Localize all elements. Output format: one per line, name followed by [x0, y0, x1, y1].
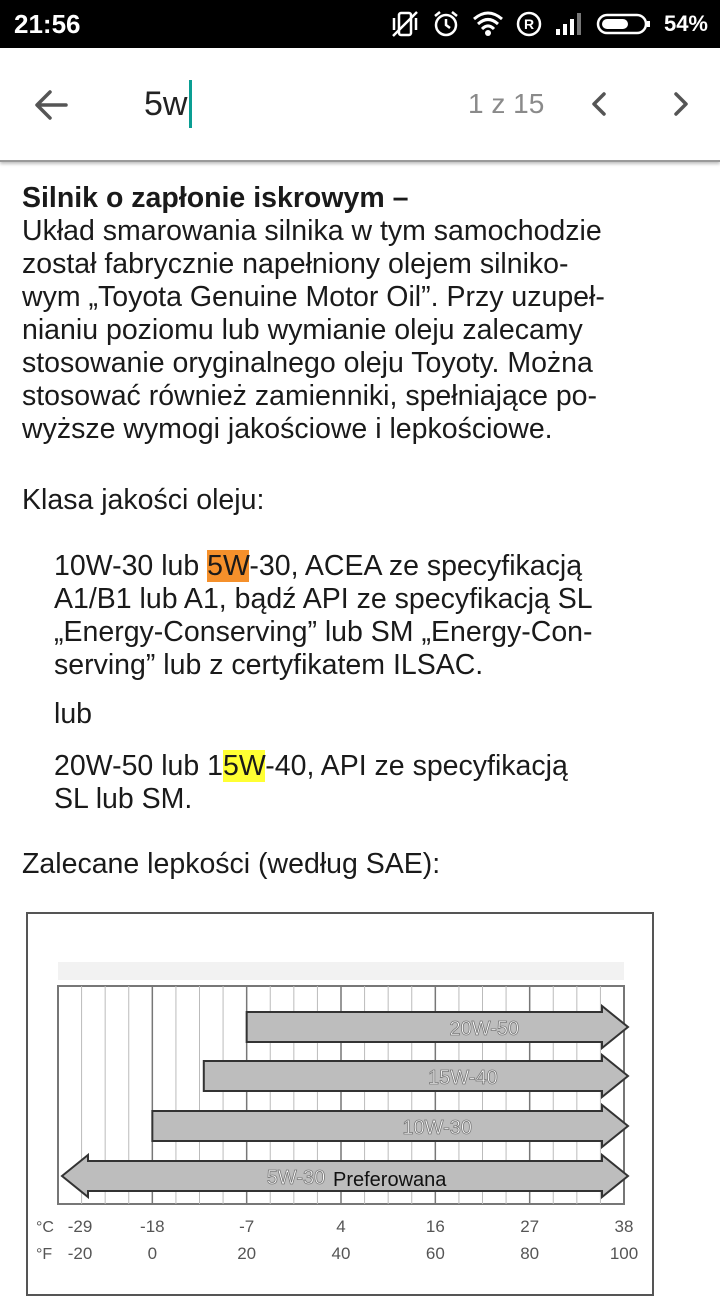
svg-text:R: R [523, 16, 535, 32]
chart-tick-label-f: 0 [147, 1244, 158, 1263]
text-line: wyższe wymogi jakościowe i lepkościowe. [22, 413, 553, 445]
spec-2 [54, 750, 658, 816]
match-count: 1 z 15 [468, 88, 545, 119]
find-toolbar [0, 48, 720, 162]
vibrate-icon [390, 9, 420, 39]
text-line: A1/B1 lub A1, bądź API ze specyfikacją SL [54, 583, 593, 615]
spec-2-first-line: 20W-50 lub 15W-40, API ze specyfikacją [54, 750, 568, 782]
chart-bar-note: Preferowana [333, 1169, 447, 1191]
viscosity-chart-svg [28, 914, 652, 1294]
chart-tick-label-c: 38 [614, 1217, 634, 1236]
battery-icon [596, 12, 652, 36]
text-line: stosować również zamienniki, spełniające po- [22, 380, 598, 412]
chart-tick-label-c: 16 [425, 1217, 445, 1236]
roaming-icon [516, 11, 542, 37]
text-line: SL lub SM. [54, 783, 193, 815]
text-line: wym „Toyota Genuine Motor Oil”. Przy uzupeł- [22, 281, 605, 313]
viscosity-label: Zalecane lepkości (według SAE): [22, 848, 441, 880]
chart-tick-label-c: 4 [336, 1217, 346, 1236]
chart-bar [204, 1055, 628, 1097]
document-body [22, 182, 658, 446]
text-line: „Energy-Conserving” lub SM „Energy-Con- [54, 616, 593, 648]
chart-tick-label-f: -20 [67, 1244, 93, 1263]
battery-percent: 54% [663, 11, 708, 36]
viscosity-chart [26, 912, 654, 1296]
chevron-right-icon [656, 80, 704, 128]
chart-bar-label: 5W-30 [266, 1167, 326, 1189]
text-cursor [189, 80, 192, 128]
chart-tick-label-c: -7 [239, 1217, 255, 1236]
wifi-icon [472, 11, 504, 37]
text-line: został fabrycznie napełniony olejem silniko- [22, 248, 569, 280]
quality-label: Klasa jakości oleju: [22, 484, 265, 516]
chart-tick-label-c: 27 [520, 1217, 540, 1236]
find-input[interactable] [144, 78, 434, 130]
chart-tick-label-f: 100 [609, 1244, 639, 1263]
chart-tick-label-f: 40 [331, 1244, 351, 1263]
or-word: lub [54, 698, 93, 730]
chart-tick-label-f: 60 [425, 1244, 445, 1263]
status-bar [0, 0, 720, 48]
chart-bar-label: 10W-30 [402, 1117, 473, 1139]
chart-unit-f: °F [36, 1246, 53, 1263]
chart-tick-label-c: -29 [67, 1217, 93, 1236]
chart-unit-c: °C [36, 1219, 54, 1236]
signal-icon [554, 11, 584, 37]
chevron-left-icon [576, 80, 624, 128]
chart-tick-label-f: 20 [237, 1244, 257, 1263]
chart-bar-label: 20W-50 [449, 1018, 520, 1040]
intro-paragraph [22, 215, 658, 446]
chart-bar-label: 15W-40 [428, 1067, 498, 1089]
chart-tick-label-f: 80 [520, 1244, 540, 1263]
text-line: Układ smarowania silnika w tym samochodzie [22, 215, 602, 247]
spec-1-first-line: 10W-30 lub 5W-30, ACEA ze specyfikacją [54, 550, 583, 582]
previous-match-button[interactable] [576, 80, 624, 128]
chart-tick-label-c: -18 [140, 1217, 165, 1236]
back-arrow-icon [28, 81, 76, 129]
search-match: 5W [223, 750, 266, 782]
text-line: serving” lub z certyfikatem ILSAC. [54, 649, 484, 681]
status-icons [390, 0, 708, 48]
next-match-button[interactable] [656, 80, 704, 128]
back-button[interactable] [28, 81, 76, 129]
text-line: nianiu poziomu lub wymianie oleju zalecamy [22, 314, 583, 346]
section-heading: Silnik o zapłonie iskrowym – [22, 182, 409, 214]
chart-bar [247, 1006, 628, 1048]
status-time: 21:56 [14, 9, 81, 39]
alarm-icon [432, 10, 460, 38]
spec-1 [54, 550, 658, 682]
chart-header-band [58, 962, 624, 980]
text-line: stosowanie oryginalnego oleju Toyoty. Można [22, 347, 593, 379]
chart-bar [152, 1105, 628, 1147]
current-search-match: 5W [207, 550, 250, 582]
